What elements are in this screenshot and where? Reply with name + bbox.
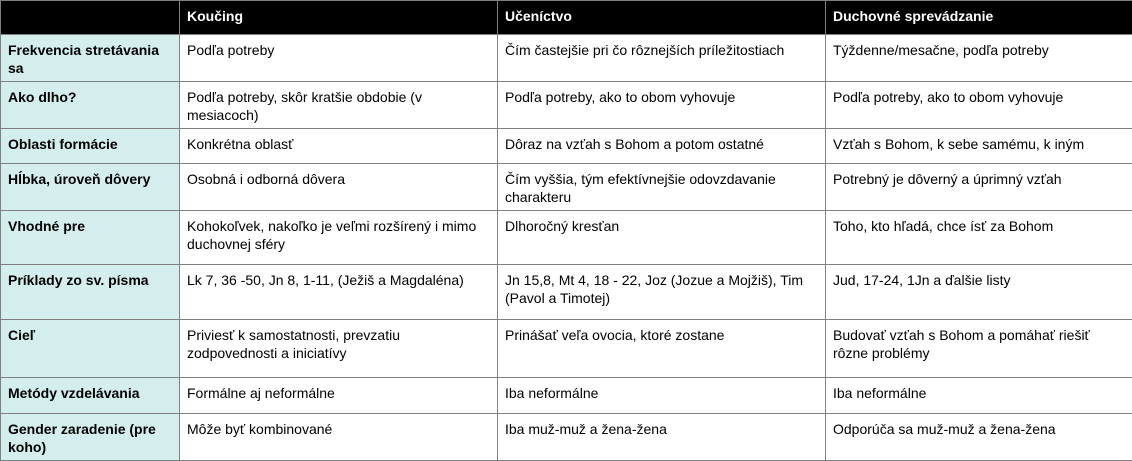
table-cell: Lk 7, 36 -50, Jn 8, 1-11, (Ježiš a Magdaléna) (180, 265, 498, 320)
table-cell: Čím častejšie pri čo rôznejších príležitostiach (498, 35, 826, 82)
table-row (1, 82, 1132, 129)
row-header-priklady-zo-sv-pisma: Príklady zo sv. písma (1, 265, 180, 320)
header-row (1, 1, 1132, 35)
table-cell: Konkrétna oblasť (180, 129, 498, 164)
table-row (1, 164, 1132, 211)
table-cell: Dôraz na vzťah s Bohom a potom ostatné (498, 129, 826, 164)
table-row (1, 320, 1132, 378)
row-header-oblasti-formacie: Oblasti formácie (1, 129, 180, 164)
table-cell: Prinášať veľa ovocia, ktoré zostane (498, 320, 826, 378)
table-cell: Čím vyššia, tým efektívnejšie odovzdavanie charakteru (498, 164, 826, 211)
table-row (1, 129, 1132, 164)
table-cell: Potrebný je dôverný a úprimný vzťah (826, 164, 1132, 211)
table-cell: Iba neformálne (498, 378, 826, 414)
row-header-vhodne-pre: Vhodné pre (1, 211, 180, 265)
table-cell: Týždenne/mesačne, podľa potreby (826, 35, 1132, 82)
table-row (1, 378, 1132, 414)
table-row (1, 414, 1132, 461)
table-cell: Osobná i odborná dôvera (180, 164, 498, 211)
table-cell: Podľa potreby, ako to obom vyhovuje (498, 82, 826, 129)
table-cell: Jn 15,8, Mt 4, 18 - 22, Joz (Jozue a Mojžiš), Tim (Pavol a Timotej) (498, 265, 826, 320)
table-row (1, 265, 1132, 320)
table-cell: Priviesť k samostatnosti, prevzatiu zodpovednosti a iniciatívy (180, 320, 498, 378)
row-header-gender-zaradenie: Gender zaradenie (pre koho) (1, 414, 180, 461)
table-cell: Budovať vzťah s Bohom a pomáhať riešiť rôzne problémy (826, 320, 1132, 378)
table-cell: Jud, 17-24, 1Jn a ďalšie listy (826, 265, 1132, 320)
table-cell: Toho, kto hľadá, chce ísť za Bohom (826, 211, 1132, 265)
column-header-duchovne-sprevadzanie: Duchovné sprevádzanie (826, 1, 1132, 35)
row-header-ako-dlho: Ako dlho? (1, 82, 180, 129)
corner-cell (1, 1, 180, 35)
table-cell: Iba muž-muž a žena-žena (498, 414, 826, 461)
table-cell: Dlhoročný kresťan (498, 211, 826, 265)
table-cell: Môže byť kombinované (180, 414, 498, 461)
row-header-metody-vzdelavania: Metódy vzdelávania (1, 378, 180, 414)
table-cell: Formálne aj neformálne (180, 378, 498, 414)
table-cell: Iba neformálne (826, 378, 1132, 414)
row-header-hlbka-uroven-dovery: Hĺbka, úroveň dôvery (1, 164, 180, 211)
column-header-koucing: Koučing (180, 1, 498, 35)
table-cell: Odporúča sa muž-muž a žena-žena (826, 414, 1132, 461)
column-header-ucenictvo: Učeníctvo (498, 1, 826, 35)
table-cell: Podľa potreby, skôr kratšie obdobie (v mesiacoch) (180, 82, 498, 129)
table-row (1, 211, 1132, 265)
table-row (1, 35, 1132, 82)
row-header-ciel: Cieľ (1, 320, 180, 378)
table-cell: Podľa potreby (180, 35, 498, 82)
table-cell: Kohokoľvek, nakoľko je veľmi rozšírený i mimo duchovnej sféry (180, 211, 498, 265)
table-cell: Podľa potreby, ako to obom vyhovuje (826, 82, 1132, 129)
table-cell: Vzťah s Bohom, k sebe samému, k iným (826, 129, 1132, 164)
row-header-frekvencia: Frekvencia stretávania sa (1, 35, 180, 82)
